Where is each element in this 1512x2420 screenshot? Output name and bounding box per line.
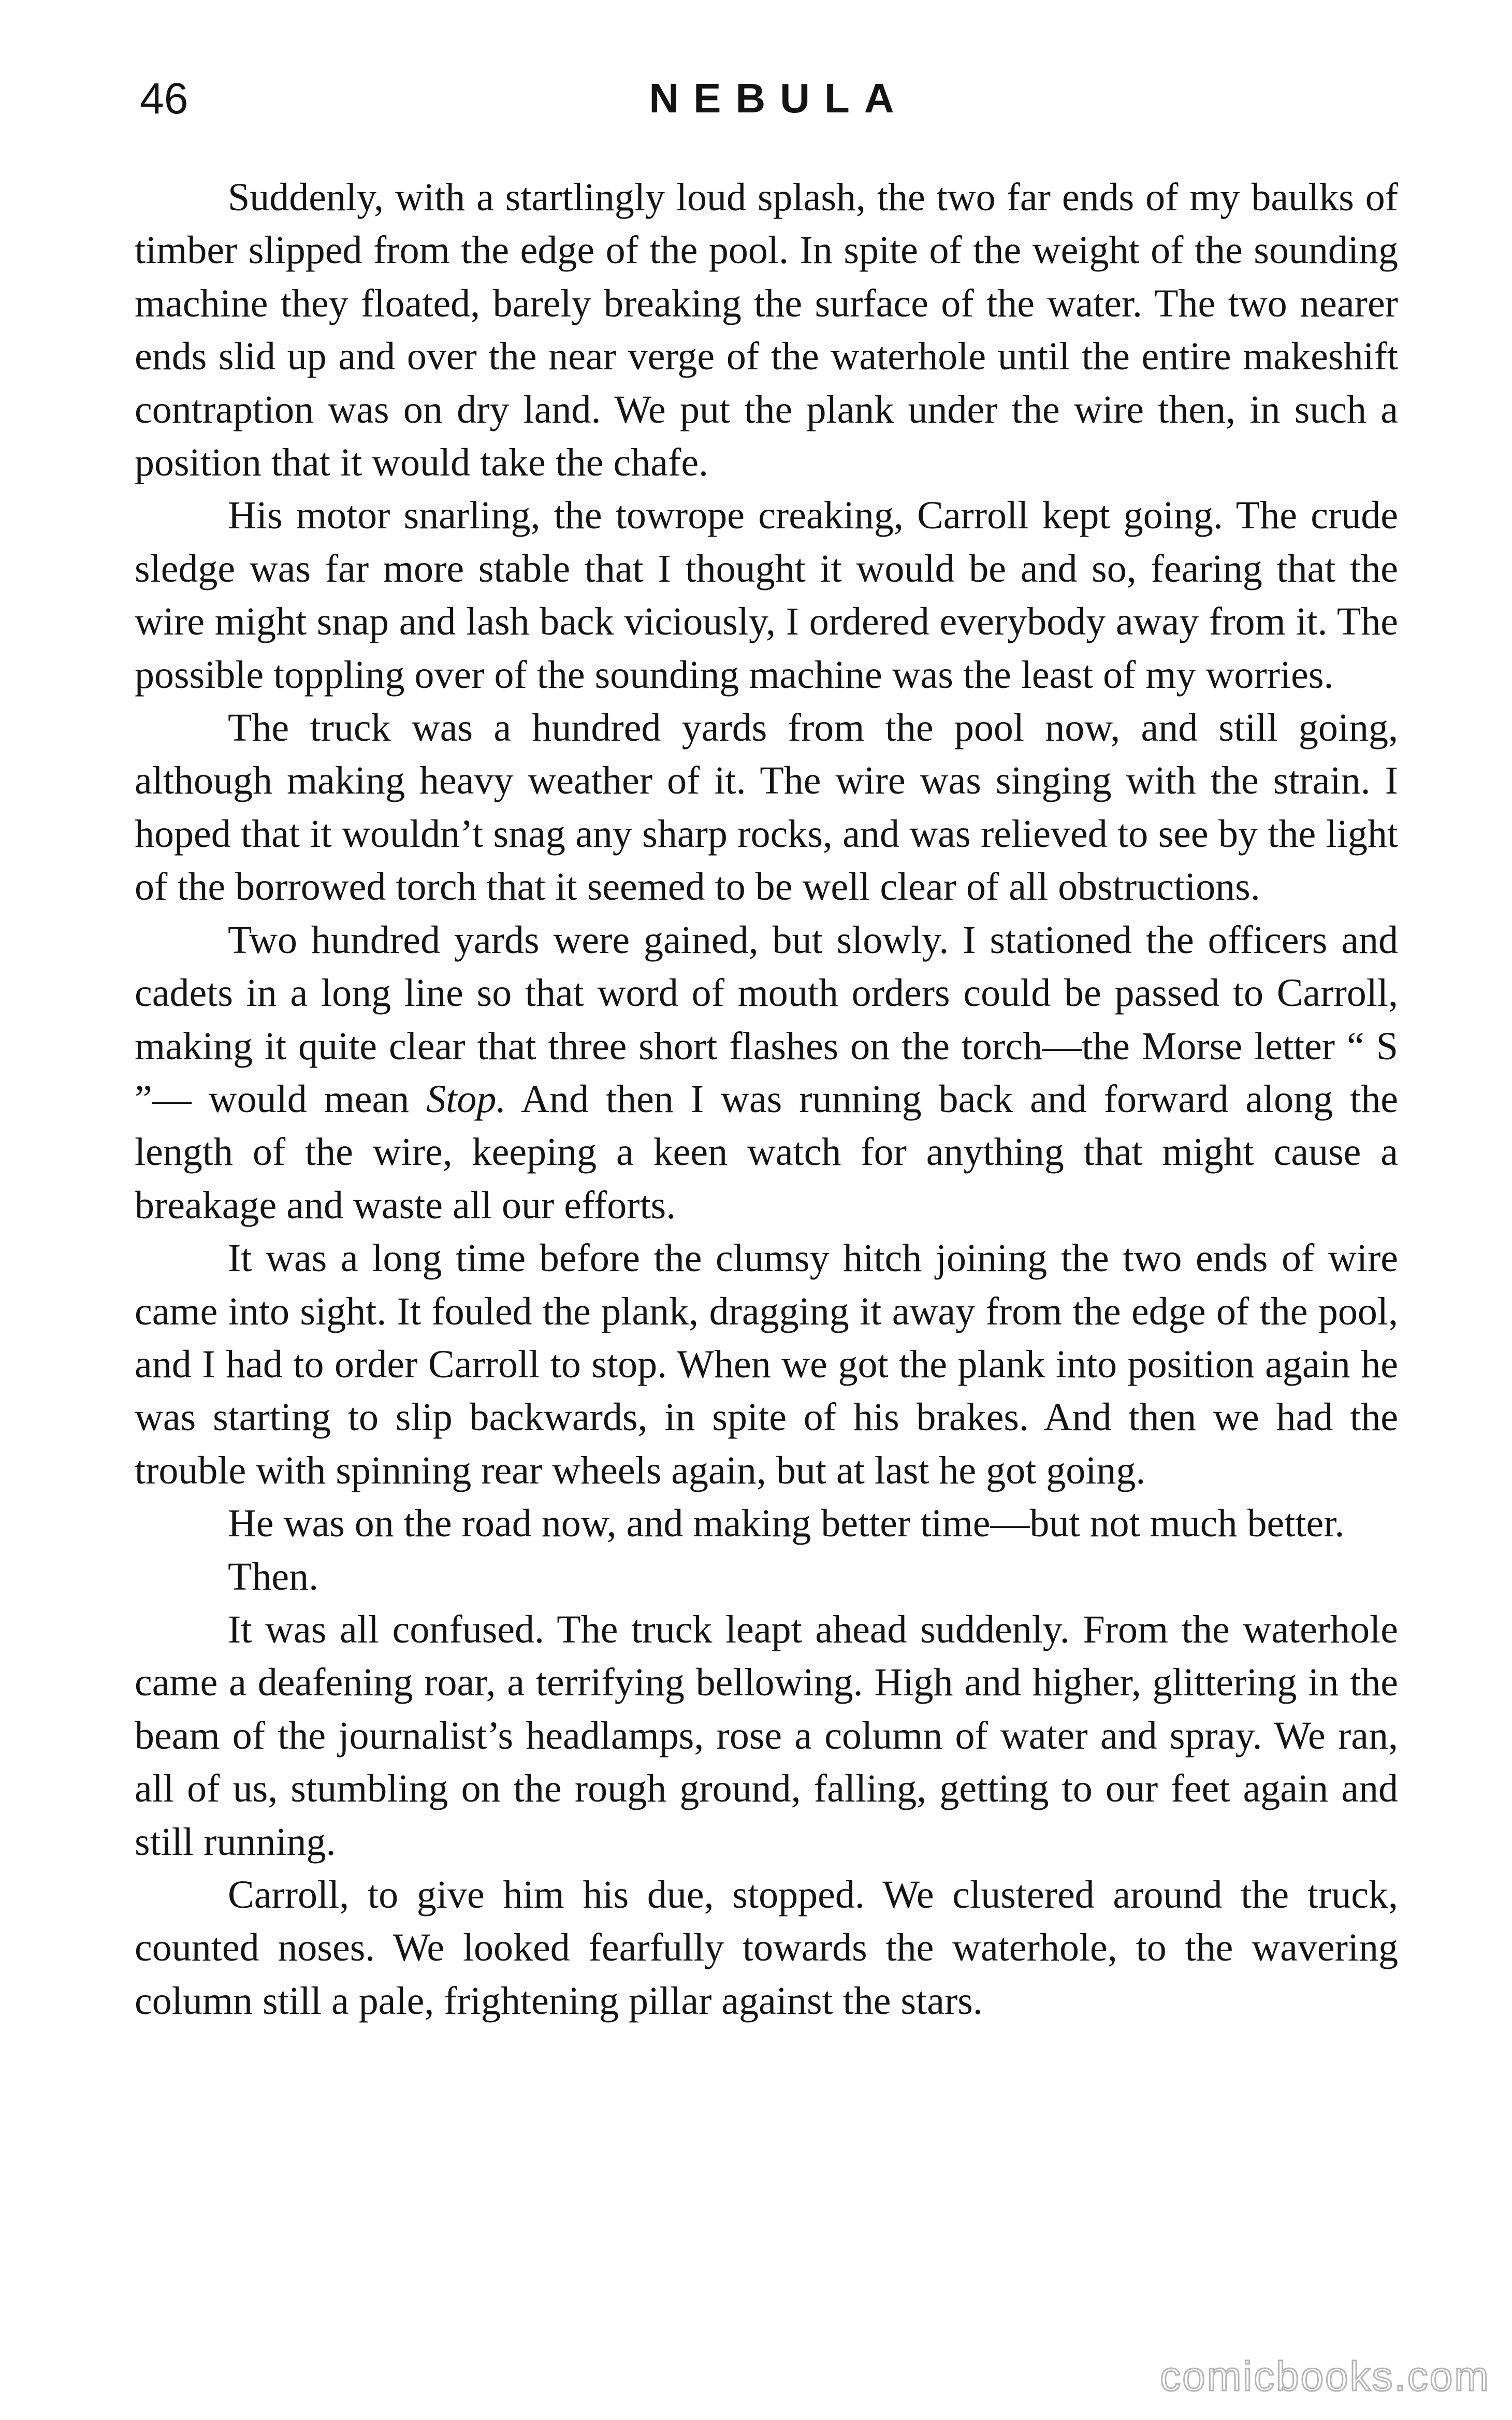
paragraph: The truck was a hundred yards from the pool now, and still going, although making heavy weather of it. The wire was singing with the strain. I hoped that it wouldn’t snag any sharp rocks, and was relieved to see by the light of the borrowed torch that it seemed to be well clear of all obstructions. xyxy=(135,706,1398,909)
page-header xyxy=(140,67,1403,129)
paragraph: Then. xyxy=(228,1554,319,1598)
watermark: comicbooks.com xyxy=(1160,2353,1490,2399)
paragraph-text: Two hundred yards were gained, but slowly. I stationed the officers and cadets in a long line so that word of mouth orders could be passed to Carroll, making it quite clear that three short flashes on the torch—the Morse letter “ S ”— would mean xyxy=(135,918,1398,1121)
page-number: 46 xyxy=(140,74,188,123)
paragraph: It was all confused. The truck leapt ahead suddenly. From the waterhole came a deafening roar, a terrifying bellowing. High and higher, glittering in the beam of the journalist’s headlamps, rose a column of water and spray. We ran, all of us, stumbling on the rough ground, falling, getting to our feet again and still running. xyxy=(135,1607,1398,1864)
paragraph: Suddenly, with a startlingly loud splash, the two far ends of my baulks of timber slipped from the edge of the pool. In spite of the weight of the sounding machine they floated, barely breaking the surface of the water. The two nearer ends slid up and over the near verge of the waterhole until the entire makeshift contraption was on dry land. We put the plank under the wire then, in such a position that it would take the chafe. xyxy=(135,176,1398,485)
body-text xyxy=(135,171,1398,2027)
running-head: NEBULA xyxy=(649,75,909,121)
paragraph-text: And then I was running back and forward along the length of the wire, keeping a keen watch for anything that might cause a breakage and waste all our efforts. xyxy=(135,1077,1398,1227)
paragraph: He was on the road now, and making better time—but not much better. xyxy=(228,1502,1345,1546)
paragraph: It was a long time before the clumsy hitch joining the two ends of wire came into sight. It fouled the plank, dragging it away from the edge of the pool, and I had to order Carroll to stop. When we got the plank into position again he was starting to slip backwards, in spite of his brakes. And then we had the trouble with spinning rear wheels again, but at last he got going. xyxy=(135,1236,1398,1492)
emphasis-stop: Stop. xyxy=(426,1077,506,1121)
paragraph xyxy=(135,914,1398,1232)
paragraph: His motor snarling, the towrope creaking, Carroll kept going. The crude sledge was far more stable that I thought it would be and so, fearing that the wire might snap and lash back viciously, I ordered everybody away from it. The possible toppling over of the sounding machine was the least of my worries. xyxy=(135,494,1398,697)
paragraph: Carroll, to give him his due, stopped. We clustered around the truck, counted noses. We looked fearfully towards the waterhole, to the wavering column still a pale, frightening pillar against the stars. xyxy=(135,1873,1398,2023)
